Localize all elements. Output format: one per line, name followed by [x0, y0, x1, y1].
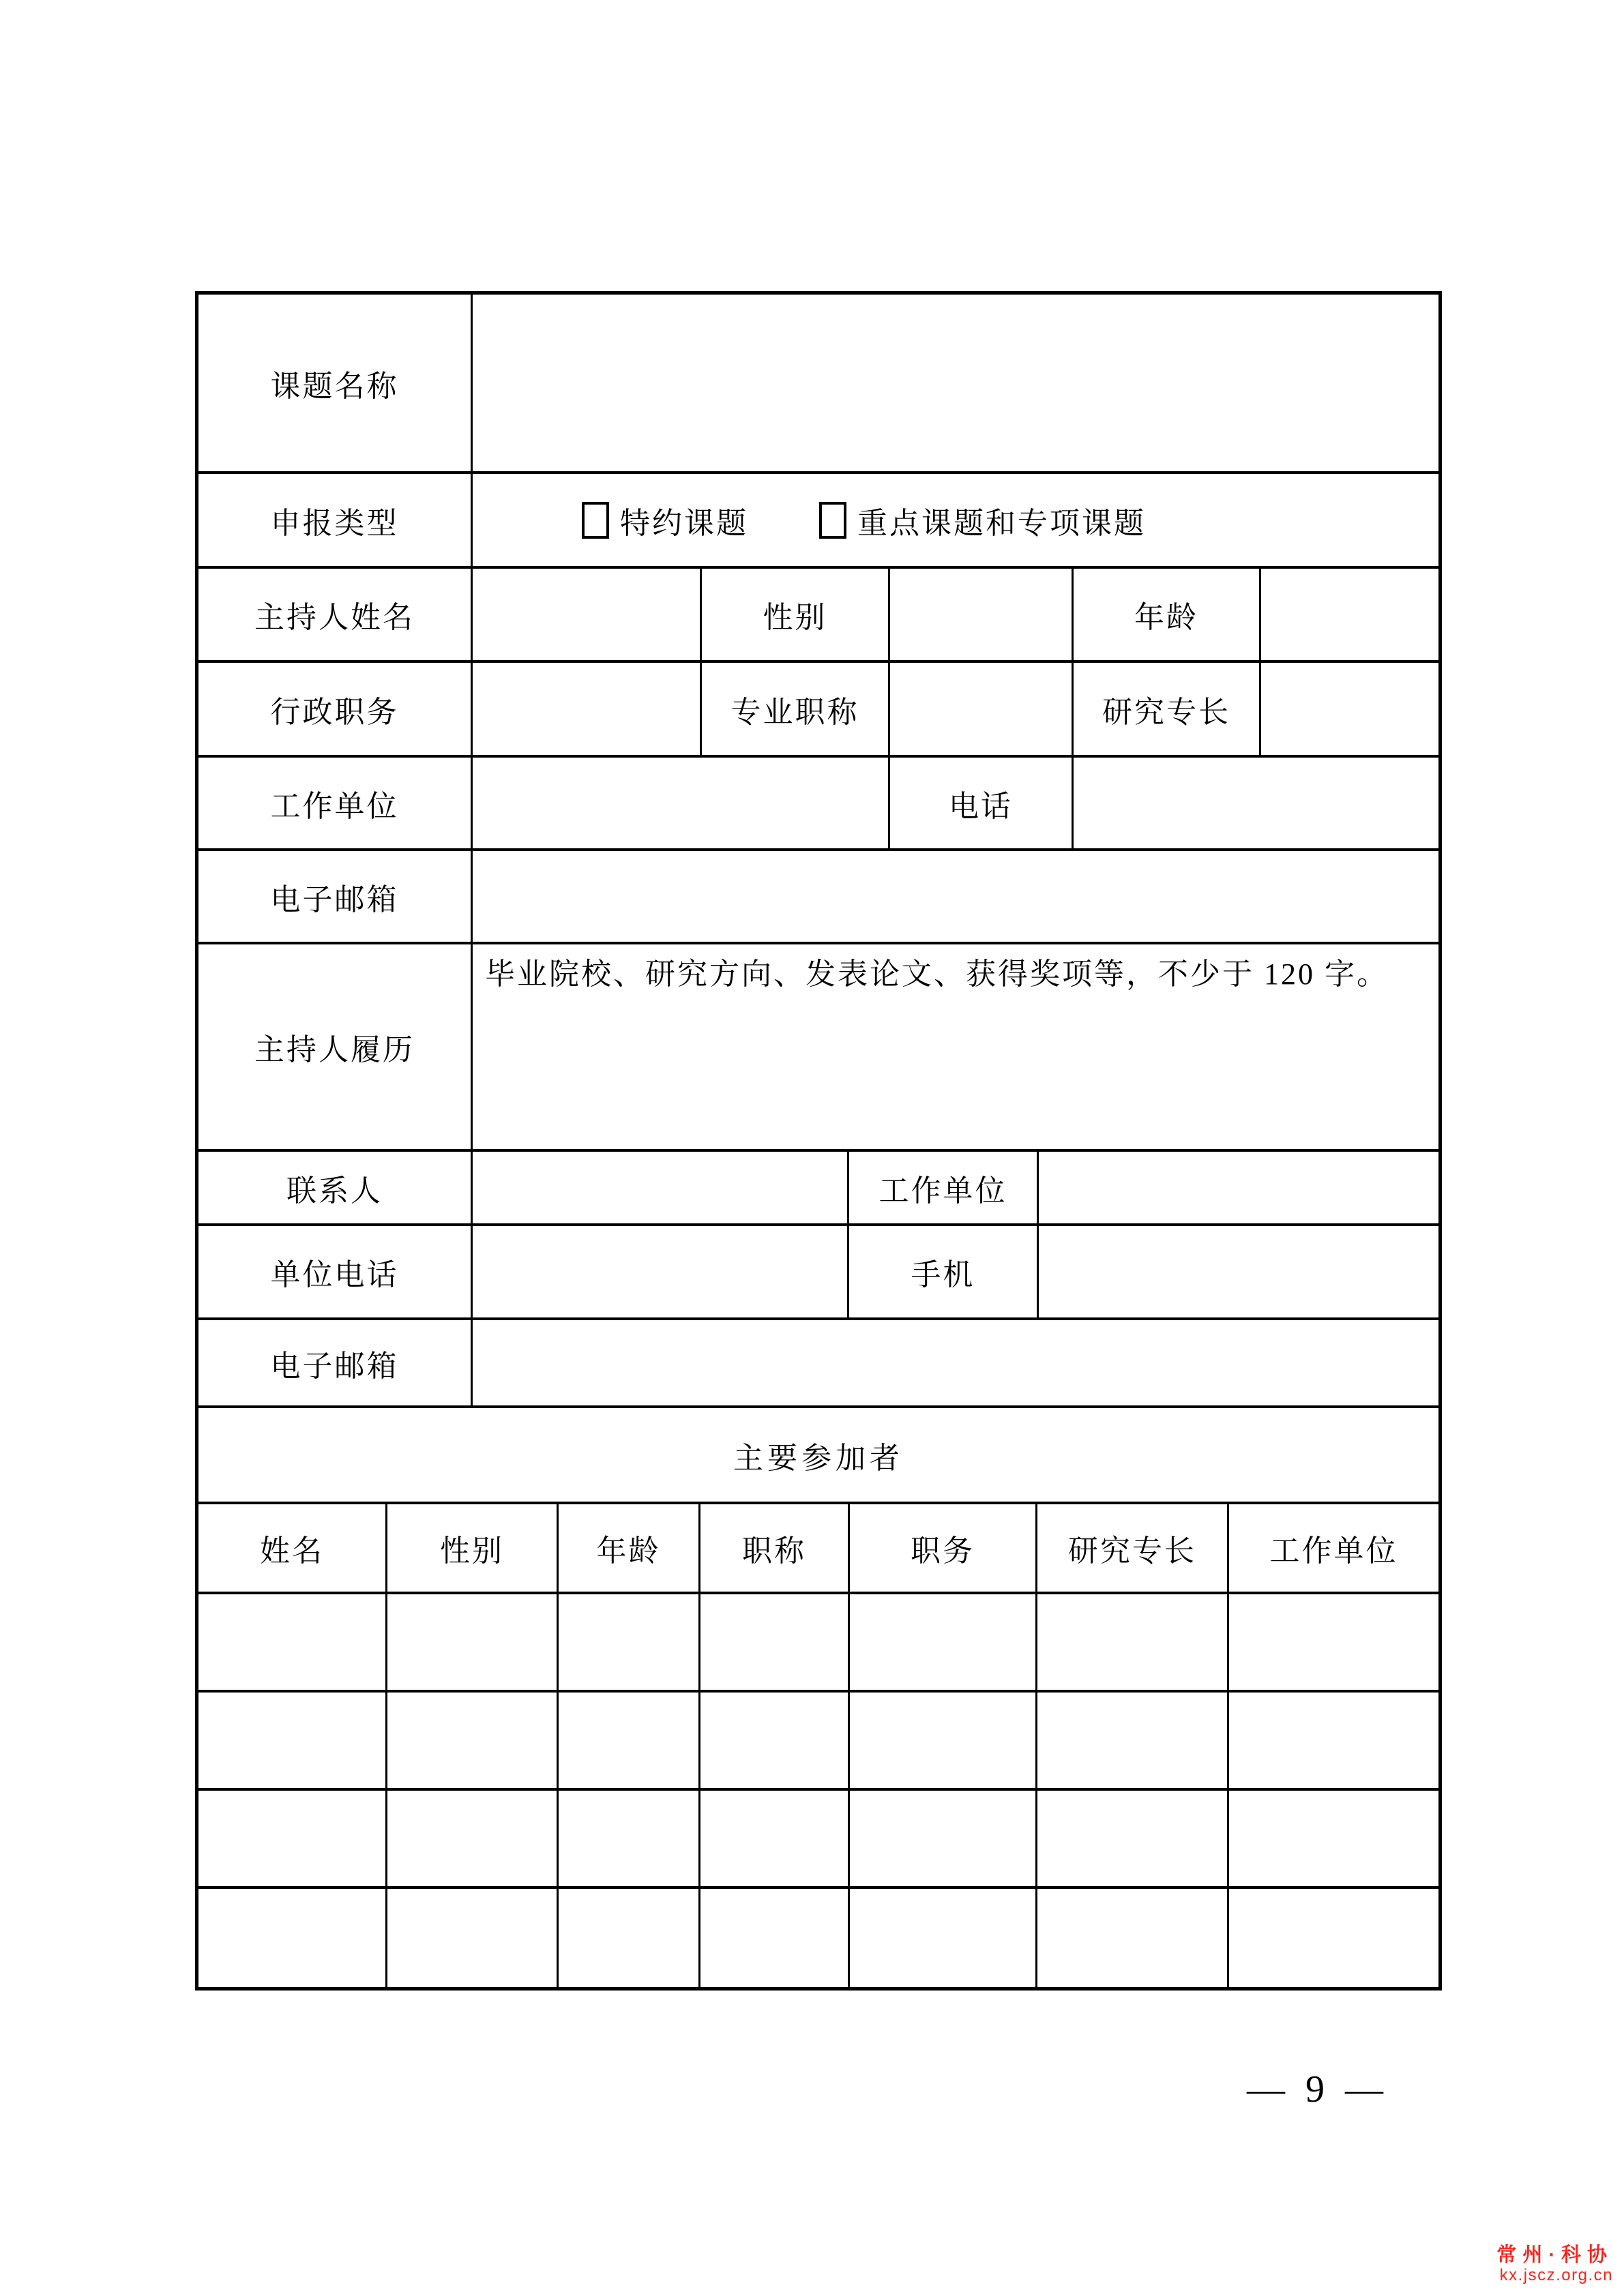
participant-4-name[interactable]	[198, 1889, 387, 1987]
participants-section-title: 主要参加者	[733, 1441, 904, 1475]
participant-row-4	[198, 1889, 1438, 1987]
participant-2-specialty[interactable]	[1037, 1693, 1229, 1788]
research-specialty-label: 研究专长	[1074, 663, 1261, 755]
row-email	[198, 851, 1438, 944]
project-name-input[interactable]	[473, 295, 1438, 471]
research-specialty-input[interactable]	[1261, 663, 1438, 755]
work-unit-input[interactable]	[473, 758, 890, 848]
row-project-name	[198, 295, 1438, 474]
col-name: 姓名	[198, 1504, 387, 1592]
host-resume-input[interactable]: 毕业院校、研究方向、发表论文、获得奖项等，不少于 120 字。	[473, 944, 1438, 1149]
row-host-name	[198, 569, 1438, 663]
participant-1-gender[interactable]	[387, 1594, 559, 1690]
age-input[interactable]	[1261, 569, 1438, 660]
work-unit-label: 工作单位	[198, 758, 473, 848]
application-type-options	[473, 474, 1438, 566]
participant-4-specialty[interactable]	[1037, 1889, 1229, 1987]
col-title: 职称	[700, 1504, 850, 1592]
col-work-unit: 工作单位	[1269, 1534, 1398, 1568]
col-age: 年龄	[559, 1504, 700, 1592]
participant-2-work-unit[interactable]	[1229, 1693, 1438, 1788]
participant-1-specialty[interactable]	[1037, 1594, 1229, 1690]
application-form-table	[195, 291, 1442, 1991]
participant-2-age[interactable]	[559, 1693, 700, 1788]
mobile-input[interactable]	[1039, 1226, 1438, 1317]
watermark-site-name: 常州·科协	[1496, 2244, 1613, 2266]
project-name-label: 课题名称	[198, 295, 473, 471]
option-special-topic	[582, 498, 748, 542]
participant-3-position[interactable]	[850, 1791, 1037, 1886]
participant-1-position[interactable]	[850, 1594, 1037, 1690]
host-name-label: 主持人姓名	[198, 569, 473, 660]
row-host-resume	[198, 944, 1438, 1152]
participant-4-gender[interactable]	[387, 1889, 559, 1987]
checkbox-key-topic[interactable]	[819, 502, 846, 539]
application-type-label: 申报类型	[198, 474, 473, 566]
participant-3-name[interactable]	[198, 1791, 387, 1886]
participant-3-work-unit[interactable]	[1229, 1791, 1438, 1886]
checkbox-special-topic[interactable]	[582, 502, 609, 539]
participant-3-age[interactable]	[559, 1791, 700, 1886]
participant-1-work-unit[interactable]	[1229, 1594, 1438, 1690]
email-label: 电子邮箱	[198, 851, 473, 942]
participant-1-age[interactable]	[559, 1594, 700, 1690]
col-gender: 性别	[387, 1504, 559, 1592]
option-key-topic	[819, 498, 1146, 542]
page-number: — 9 —	[1247, 2068, 1389, 2111]
mobile-label: 手机	[849, 1226, 1039, 1317]
unit-phone-input[interactable]	[473, 1226, 849, 1317]
row-unit-phone	[198, 1226, 1438, 1320]
participant-2-position[interactable]	[850, 1693, 1037, 1788]
phone-label: 电话	[890, 758, 1074, 848]
row-admin-position	[198, 663, 1438, 758]
contact-work-unit-label: 工作单位	[849, 1152, 1039, 1223]
row-contact	[198, 1152, 1438, 1226]
admin-position-label: 行政职务	[198, 663, 473, 755]
participant-2-gender[interactable]	[387, 1693, 559, 1788]
participant-row-1	[198, 1594, 1438, 1693]
email-2-label: 电子邮箱	[198, 1320, 473, 1405]
row-participants-header	[198, 1408, 1438, 1504]
gender-label: 性别	[702, 569, 890, 660]
participant-4-work-unit[interactable]	[1229, 1889, 1438, 1987]
participant-4-position[interactable]	[850, 1889, 1037, 1987]
row-email-2	[198, 1320, 1438, 1408]
contact-input[interactable]	[473, 1152, 849, 1223]
host-resume-label: 主持人履历	[198, 944, 473, 1149]
participant-3-specialty[interactable]	[1037, 1791, 1229, 1886]
email-2-input[interactable]	[473, 1320, 1438, 1405]
participant-4-age[interactable]	[559, 1889, 700, 1987]
professional-title-label: 专业职称	[702, 663, 890, 755]
professional-title-input[interactable]	[890, 663, 1074, 755]
checkbox-key-topic-label: 重点课题和专项课题	[857, 506, 1146, 540]
row-application-type	[198, 474, 1438, 569]
contact-work-unit-input[interactable]	[1039, 1152, 1438, 1223]
participant-row-3	[198, 1791, 1438, 1889]
participant-row-2	[198, 1693, 1438, 1791]
participant-1-title[interactable]	[700, 1594, 850, 1690]
participant-2-title[interactable]	[700, 1693, 850, 1788]
participant-3-title[interactable]	[700, 1791, 850, 1886]
participant-1-name[interactable]	[198, 1594, 387, 1690]
row-work-unit	[198, 758, 1438, 851]
checkbox-special-topic-label: 特约课题	[620, 506, 748, 540]
participant-3-gender[interactable]	[387, 1791, 559, 1886]
phone-input[interactable]	[1074, 758, 1438, 848]
gender-input[interactable]	[890, 569, 1074, 660]
participant-4-title[interactable]	[700, 1889, 850, 1987]
row-participant-columns	[198, 1504, 1438, 1594]
site-watermark	[1496, 2245, 1613, 2284]
col-position: 职务	[850, 1504, 1037, 1592]
admin-position-input[interactable]	[473, 663, 702, 755]
participant-2-name[interactable]	[198, 1693, 387, 1788]
col-specialty: 研究专长	[1037, 1504, 1229, 1592]
age-label: 年龄	[1074, 569, 1261, 660]
host-name-input[interactable]	[473, 569, 702, 660]
email-input[interactable]	[473, 851, 1438, 942]
unit-phone-label: 单位电话	[198, 1226, 473, 1317]
watermark-site-url: kx.jscz.org.cn	[1499, 2265, 1613, 2284]
contact-label: 联系人	[198, 1152, 473, 1223]
